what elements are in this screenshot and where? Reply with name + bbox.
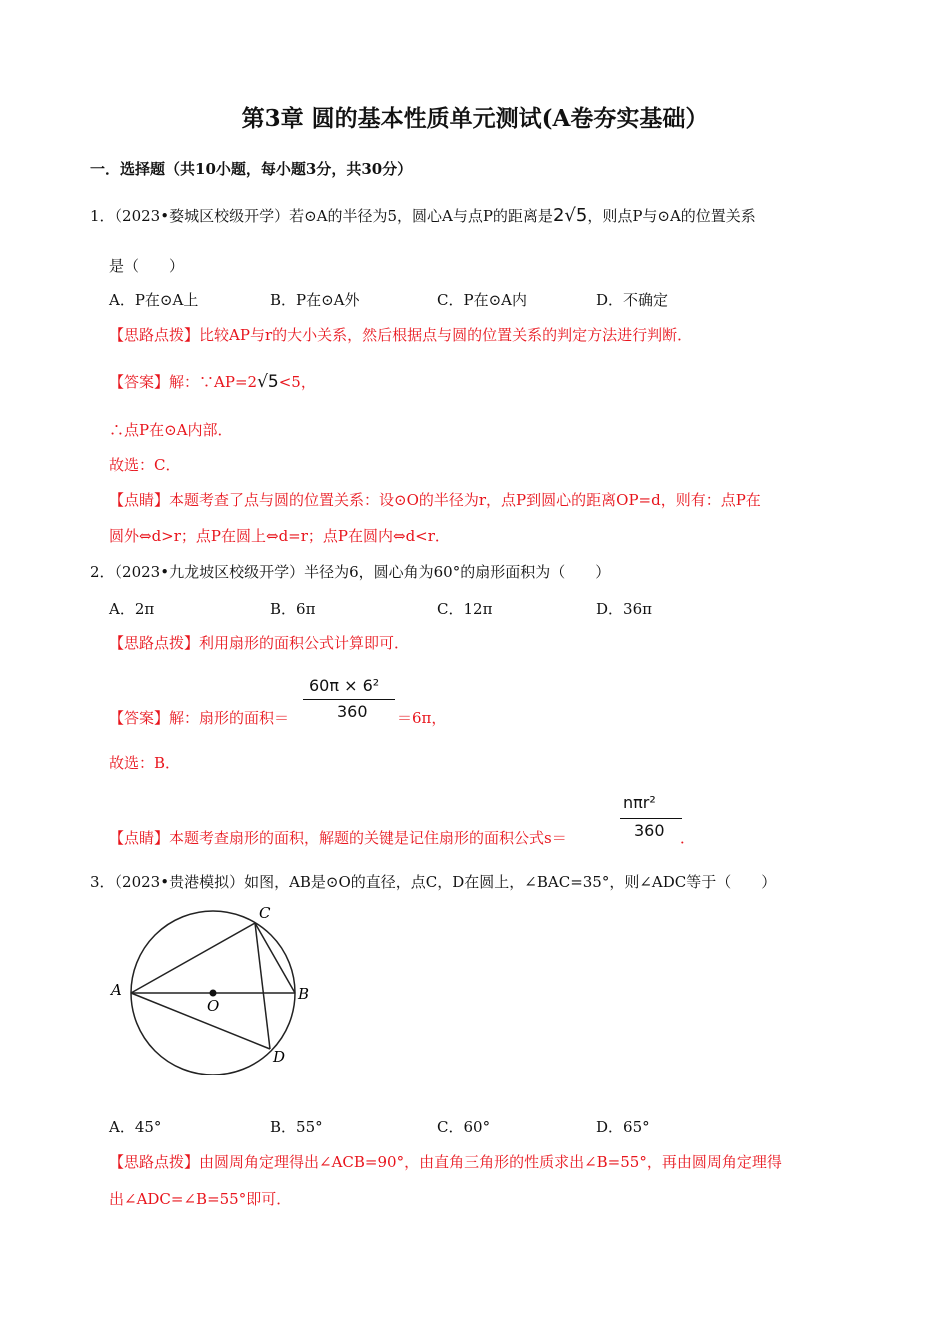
q3-hint-cont: 出∠ADC=∠B=55°即可． <box>109 1190 292 1208</box>
q2-option-c: C．12π <box>437 600 493 618</box>
q2-comment <box>109 828 567 848</box>
q1-comment-label: 【点睛】 <box>109 491 170 509</box>
chord-cd <box>255 923 270 1049</box>
label-o: O <box>207 997 220 1015</box>
q1-choice: 故选：C． <box>109 456 181 474</box>
page-title: 第3章 圆的基本性质单元测试(A卷夯实基础） <box>241 105 709 132</box>
formula-bar <box>620 818 682 819</box>
q1-stem <box>90 206 756 226</box>
formula-denominator: 360 <box>634 821 665 840</box>
q2-area-fraction <box>303 676 395 722</box>
q1-option-b: B．P在⊙A外 <box>270 291 360 309</box>
q2-answer <box>109 708 289 728</box>
q3-option-c: C．60° <box>437 1118 491 1136</box>
q2-answer-text: 解：扇形的面积＝ <box>169 709 290 727</box>
label-b: B <box>298 985 310 1003</box>
fraction-numerator: 60π × 6² <box>309 676 380 695</box>
q1-answer-line-2: ∴点P在⊙A内部． <box>109 421 233 439</box>
q2-choice: 故选：B． <box>109 754 181 772</box>
fraction-denominator: 360 <box>337 702 368 721</box>
q3-stem: 3．（2023•贵港模拟）如图，AB是⊙O的直径，点C，D在圆上，∠BAC=35°，则∠ADC等于（ ） <box>90 873 777 891</box>
q1-answer <box>109 372 316 392</box>
q2-hint-label: 【思路点拨】 <box>109 634 200 652</box>
q1-hint <box>109 325 692 345</box>
chord-ac <box>131 923 255 993</box>
q3-option-b: B．55° <box>270 1118 323 1136</box>
q3-option-d: D．65° <box>596 1118 650 1136</box>
q2-option-d: D．36π <box>596 600 652 618</box>
label-a: A <box>111 981 122 999</box>
q2-comment-label: 【点睛】 <box>109 829 170 847</box>
q1-option-d: D．不确定 <box>596 291 669 309</box>
section-heading: 一．选择题（共10小题，每小题3分，共30分） <box>90 160 413 178</box>
q3-circle-figure <box>100 900 330 1075</box>
q1-answer-text-2: <5， <box>278 373 316 391</box>
q1-option-c: C．P在⊙A内 <box>437 291 527 309</box>
q3-hint-label: 【思路点拨】 <box>109 1153 200 1171</box>
q2-stem: 2．（2023•九龙坡区校级开学）半径为6，圆心角为60°的扇形面积为（ ） <box>90 563 611 581</box>
q2-comment-text: 本题考查扇形的面积，解题的关键是记住扇形的面积公式s＝ <box>169 829 567 847</box>
q3-hint-text: 由圆周角定理得出∠ACB=90°，由直角三角形的性质求出∠B=55°，再由圆周角定理得 <box>199 1153 782 1171</box>
q1-stem-text-2: ，则点P与⊙A的位置关系 <box>587 207 756 225</box>
q1-comment-cont: 圆外⇔d>r；点P在圆上⇔d=r；点P在圆内⇔d<r． <box>109 527 450 545</box>
q1-option-a: A．P在⊙A上 <box>109 291 199 309</box>
q2-comment-end: ． <box>680 829 696 847</box>
q2-answer-result: ＝6π， <box>397 709 447 727</box>
label-c: C <box>259 904 271 922</box>
q3-hint <box>109 1152 782 1172</box>
center-point <box>210 990 217 997</box>
formula-numerator: nπr² <box>623 793 656 812</box>
q3-option-a: A．45° <box>109 1118 162 1136</box>
q2-answer-label: 【答案】 <box>109 709 170 727</box>
q2-formula-fraction <box>620 793 682 841</box>
q1-answer-text: 解：∵AP=2 <box>169 373 258 391</box>
q2-hint-text: 利用扇形的面积公式计算即可． <box>199 634 410 652</box>
q2-hint <box>109 633 409 653</box>
q1-stem-text: 1．（2023•婺城区校级开学）若⊙A的半径为5，圆心A与点P的距离是 <box>90 207 553 225</box>
chord-ad <box>131 993 270 1049</box>
q1-answer-label: 【答案】 <box>109 373 170 391</box>
fraction-bar <box>303 699 395 700</box>
q1-answer-sqrt: √5 <box>257 372 279 392</box>
q1-comment-text: 本题考查了点与圆的位置关系：设⊙O的半径为r，点P到圆心的距离OP=d，则有：点P在 <box>169 491 761 509</box>
q2-option-a: A．2π <box>109 600 155 618</box>
q1-comment <box>109 490 761 510</box>
q1-hint-label: 【思路点拨】 <box>109 326 200 344</box>
q1-stem-cont: 是（ ） <box>109 257 185 275</box>
q1-hint-text: 比较AP与r的大小关系，然后根据点与圆的位置关系的判定方法进行判断． <box>199 326 693 344</box>
label-d: D <box>273 1048 286 1066</box>
q2-option-b: B．6π <box>270 600 316 618</box>
chord-cb <box>255 923 295 993</box>
q1-sqrt: 2√5 <box>552 205 588 226</box>
